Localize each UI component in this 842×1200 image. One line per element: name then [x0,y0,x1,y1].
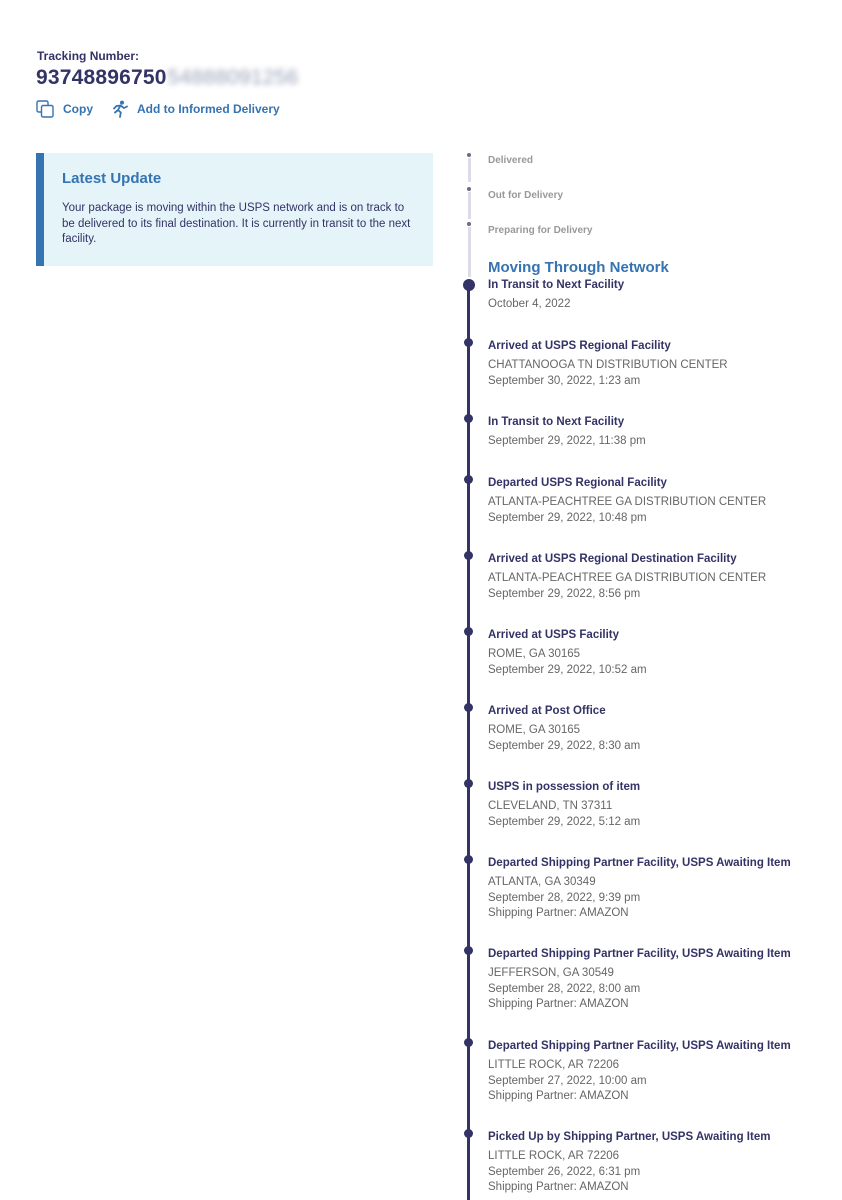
current-status-title: Moving Through Network [488,259,669,276]
event-title: Arrived at Post Office [488,705,606,717]
timeline-tick-dot-preparing [467,222,471,226]
tracking-event [488,1130,828,1196]
timeline-dot [464,475,473,484]
event-title: In Transit to Next Facility [488,416,625,428]
copy-icon [36,100,55,118]
event-shipping-partner: Shipping Partner: AMAZON [488,1181,629,1193]
tracking-number [36,66,298,90]
tracking-event [488,552,828,602]
timeline-tick-line-preparing [468,227,471,277]
tracking-event [488,339,828,389]
timeline-dot [464,627,473,636]
copy-label: Copy [63,102,93,116]
event-title: Arrived at USPS Facility [488,629,620,641]
event-location: LITTLE ROCK, AR 72206 [488,1150,620,1162]
tracking-event [488,278,828,313]
event-location: ATLANTA-PEACHTREE GA DISTRIBUTION CENTER [488,496,767,508]
event-title: In Transit to Next Facility [488,279,625,291]
event-shipping-partner: Shipping Partner: AMAZON [488,1090,629,1102]
event-title: Arrived at USPS Regional Destination Facility [488,553,737,565]
status-label-delivered: Delivered [488,155,534,166]
event-location: CHATTANOOGA TN DISTRIBUTION CENTER [488,359,728,371]
timeline-dot [464,414,473,423]
timeline-current-dot [463,279,475,291]
latest-update-text: Your package is moving within the USPS network and is on track to be delivered to its final destination. It is currently in transit to the next facility. [62,202,411,245]
status-label-out-for-delivery: Out for Delivery [488,190,564,201]
latest-update-title: Latest Update [62,170,162,187]
informed-delivery-label: Add to Informed Delivery [137,102,280,116]
event-date: September 29, 2022, 5:12 am [488,815,641,828]
event-title: Arrived at USPS Regional Facility [488,340,671,352]
timeline-dot [464,779,473,788]
event-date: September 29, 2022, 8:30 am [488,739,641,752]
event-date: September 29, 2022, 10:52 am [488,663,647,676]
tracking-event [488,704,828,754]
event-date: September 28, 2022, 9:39 pm [488,891,641,904]
timeline-tick-dot-delivered [467,153,471,157]
event-location: ATLANTA-PEACHTREE GA DISTRIBUTION CENTER [488,572,767,584]
event-date: September 29, 2022, 11:38 pm [488,435,646,447]
timeline-dot [464,946,473,955]
tracking-actions [36,100,280,118]
latest-update-card [36,153,433,266]
copy-button[interactable] [36,100,93,118]
event-shipping-partner: Shipping Partner: AMAZON [488,998,629,1010]
event-location: ATLANTA, GA 30349 [488,876,596,888]
add-to-informed-delivery-button[interactable] [111,100,280,118]
status-label-preparing-for-delivery: Preparing for Delivery [488,225,593,236]
timeline-dot [464,855,473,864]
timeline-tick-line-out-for-delivery [468,192,471,219]
tracking-label: Tracking Number: [37,49,140,63]
tracking-number-visible: 93748896750 [36,66,167,89]
timeline-tick-dot-out-for-delivery [467,187,471,191]
tracking-event [488,856,828,922]
tracking-event [488,628,828,678]
event-title: USPS in possession of item [488,781,641,793]
event-location: ROME, GA 30165 [488,724,581,736]
event-date: September 28, 2022, 8:00 am [488,982,641,995]
tracking-event [488,1039,828,1105]
tracking-event [488,415,828,450]
running-person-icon [111,100,129,118]
event-date: September 27, 2022, 10:00 am [488,1074,647,1087]
event-title: Departed USPS Regional Facility [488,477,667,489]
timeline-dot [464,1038,473,1047]
event-date: September 26, 2022, 6:31 pm [488,1165,641,1178]
timeline-tick-line-delivered [468,158,471,182]
timeline-dot [464,1129,473,1138]
tracking-number-obscured: 54888091256 [167,66,299,89]
event-date: September 29, 2022, 8:56 pm [488,587,641,600]
event-title: Departed Shipping Partner Facility, USPS Awaiting Item [488,1040,791,1052]
event-date: October 4, 2022 [488,298,571,310]
tracking-event [488,947,828,1013]
event-location: ROME, GA 30165 [488,648,581,660]
event-location: JEFFERSON, GA 30549 [488,967,614,979]
event-date: September 29, 2022, 10:48 pm [488,511,647,524]
event-title: Departed Shipping Partner Facility, USPS Awaiting Item [488,857,791,869]
event-location: CLEVELAND, TN 37311 [488,800,613,812]
event-shipping-partner: Shipping Partner: AMAZON [488,907,629,919]
event-date: September 30, 2022, 1:23 am [488,374,641,387]
event-title: Picked Up by Shipping Partner, USPS Awaiting Item [488,1131,771,1143]
tracking-event [488,780,828,830]
tracking-event [488,476,828,526]
event-location: LITTLE ROCK, AR 72206 [488,1059,620,1071]
timeline-dot [464,338,473,347]
event-title: Departed Shipping Partner Facility, USPS Awaiting Item [488,948,791,960]
timeline-dot [464,703,473,712]
timeline-dot [464,551,473,560]
